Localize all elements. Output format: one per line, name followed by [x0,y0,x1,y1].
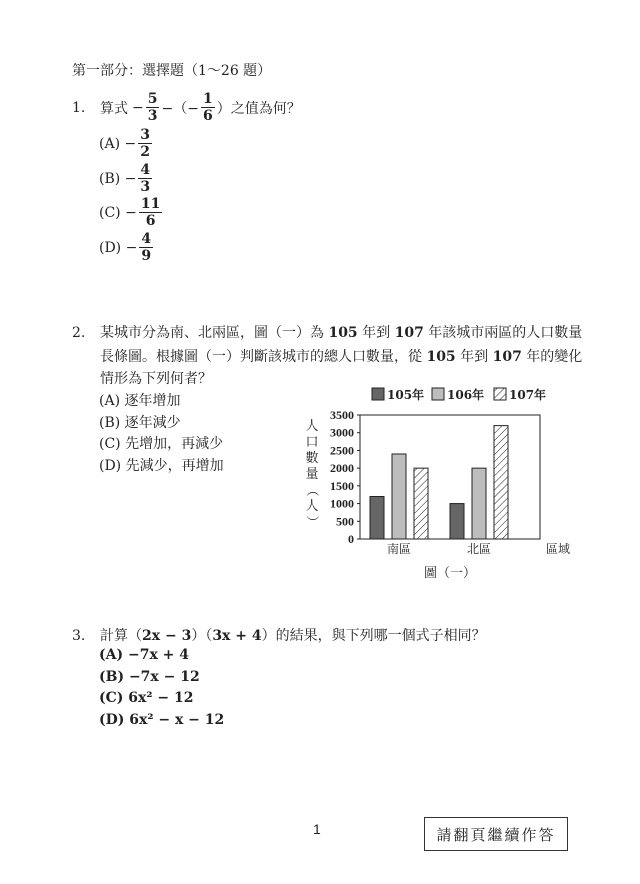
option-d[interactable]: (D) 先減少，再增加 [99,458,224,474]
question-text: ）之值為何？ [216,100,301,117]
denominator: 3 [147,108,158,124]
option-a[interactable] [99,128,154,159]
option-label: (B) − [99,170,137,187]
page-number: 1 [313,821,321,837]
question-1 [72,92,301,123]
denominator: 9 [141,248,152,264]
denominator: 6 [145,213,156,229]
year-value: 107 [492,349,522,365]
chart-svg [300,380,590,590]
y-axis-label-char: 數 [305,451,319,466]
denominator: 2 [140,144,150,160]
population-bar-chart [300,380,590,590]
option-b[interactable] [99,163,154,194]
turn-page-text: 請翻頁繼續作答 [436,825,556,844]
fraction [139,232,153,263]
y-tick-label: 2000 [330,461,354,476]
y-axis-label-char: ） [304,515,319,529]
question-number: 2. [72,325,86,341]
question-text: 年的變化 [526,349,583,365]
option-a[interactable]: (A) 逐年增加 [99,393,181,409]
option-c[interactable]: (C) 6x² − 12 [99,690,194,706]
question-number: 3. [72,628,86,644]
chart-bars [370,426,508,539]
fraction [138,128,152,159]
legend-label: 106年 [447,388,485,402]
question-2-line-1 [72,322,582,342]
year-value: 105 [426,349,456,365]
question-text: 年到 [362,325,391,341]
year-value: 107 [394,325,424,341]
numerator: 3 [140,127,150,143]
option-b[interactable]: (B) 逐年減少 [99,415,181,431]
year-value: 105 [328,325,358,341]
bar-105年-南區 [370,496,384,539]
y-axis-label-char: 人 [305,499,319,514]
bar-107年-北區 [494,426,508,539]
numerator: 4 [140,162,151,178]
x-category-label: 南區 [386,542,412,556]
option-c[interactable] [99,197,164,228]
y-axis-label-char: （ [304,483,319,497]
legend-swatch [494,388,506,400]
numerator: 5 [147,91,158,107]
option-c[interactable]: (C) 先增加，再減少 [99,436,224,452]
question-text: 某城市分為南、北兩區，圖（一）為 [100,325,324,341]
math-expression: 3x + 4 [212,628,262,644]
y-axis-label-char: 人 [305,419,319,434]
question-text: ）的結果，與下列哪一個式子相同？ [261,628,486,644]
chart-caption: 圖（一） [423,566,477,581]
option-d[interactable] [99,232,155,263]
question-text: 計算（ [100,628,142,644]
bar-107年-南區 [414,468,428,539]
y-tick-label: 3500 [330,408,354,422]
legend-label: 105年 [387,388,425,402]
legend-swatch [372,388,384,400]
option-a[interactable]: (A) −7x + 4 [99,647,190,663]
question-2-line-2 [100,346,582,366]
question-number: 1. [72,99,86,116]
question-text: 年該城市兩區的人口數量 [428,325,583,341]
legend-label: 107年 [509,388,547,402]
numerator: 1 [202,91,213,107]
option-b[interactable]: (B) −7x − 12 [99,669,200,685]
question-3 [72,625,486,645]
bar-105年-北區 [450,504,464,539]
y-tick-label: 1500 [330,478,354,493]
y-tick-label: 500 [336,514,354,529]
section-title: 第一部分：選擇題（1～26 題） [72,63,272,79]
numerator: 11 [140,196,161,212]
question-text: ）（ [191,628,213,644]
question-text: −（− [161,100,199,117]
option-d[interactable]: (D) 6x² − x − 12 [99,712,225,728]
x-axis-label: 區域 [545,542,571,556]
bar-106年-北區 [472,468,486,539]
math-expression: 2x − 3 [142,628,192,644]
fraction [138,163,152,194]
minus-sign: − [132,99,144,116]
bar-106年-南區 [392,454,406,539]
question-2-line-3: 情形為下列何者？ [100,371,212,387]
question-text: 長條圖。根據圖（一）判斷該城市的總人口數量，從 [100,349,422,365]
chart-labels [304,408,570,581]
denominator: 6 [202,108,213,124]
y-tick-label: 1000 [330,496,354,511]
question-text: 算式 [100,100,128,117]
question-text: 年到 [460,349,489,365]
y-axis-label-char: 口 [305,435,319,450]
option-label: (D) − [99,239,138,256]
legend-swatch [432,388,444,400]
y-tick-label: 2500 [330,443,354,458]
turn-page-box [424,817,568,851]
option-label: (C) − [99,204,137,221]
y-tick-label: 3000 [330,425,354,440]
y-tick-label: 0 [348,532,354,546]
y-axis-label-char: 量 [305,467,319,482]
numerator: 4 [141,231,152,247]
fraction [139,197,162,228]
fraction [201,92,215,123]
fraction [146,92,160,123]
option-label: (A) − [99,135,137,152]
denominator: 3 [140,179,151,195]
x-category-label: 北區 [466,542,492,556]
chart-legend [372,387,546,402]
